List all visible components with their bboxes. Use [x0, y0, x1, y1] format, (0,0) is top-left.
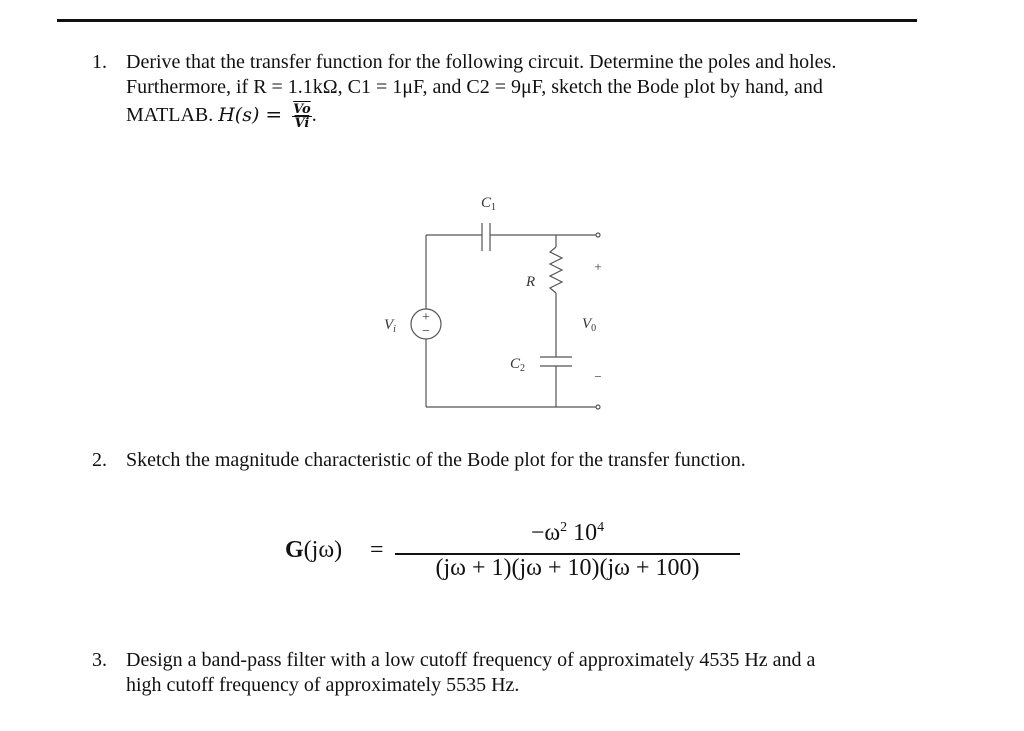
source-plus: + — [422, 310, 430, 325]
vo-minus-sign: − — [594, 369, 602, 384]
vo-plus-terminal — [596, 233, 600, 237]
vi-label: $V_i$ — [384, 317, 396, 335]
vo-minus-terminal — [596, 405, 600, 409]
equation-denominator: (jω + 1)(jω + 10)(jω + 100) — [435, 555, 700, 581]
q2-text: Sketch the magnitude characteristic of the Bode plot for the transfer function. — [126, 449, 746, 471]
frac-period: . — [311, 104, 317, 126]
top-rule — [57, 19, 917, 22]
vo-plus-sign: + — [594, 259, 602, 274]
frac-denominator: Vi — [294, 115, 310, 131]
equation-lhs: G(jω) — [285, 537, 343, 563]
source-minus: − — [422, 324, 430, 339]
vo-label: $V_0$ — [582, 316, 597, 334]
c2-label: $C_2$ — [510, 356, 526, 374]
transfer-function-label: H(s) — [218, 104, 260, 126]
q1-line3 — [126, 102, 317, 130]
resistor-r — [550, 247, 562, 293]
q3-number: 3. — [92, 649, 107, 671]
circuit-diagram — [360, 185, 620, 420]
q1-matlab-text: MATLAB. — [126, 104, 214, 126]
equation-equals: = — [370, 537, 384, 563]
g-jw-equation — [285, 520, 755, 590]
q3-line1: Design a band-pass filter with a low cutoff frequency of approximately 4535 Hz and a — [126, 649, 816, 671]
q1-line1: Derive that the transfer function for the following circuit. Determine the poles and holes. — [126, 51, 837, 73]
frac-numerator: $\overline{Vo}$ — [293, 101, 311, 117]
transfer-function-equals: = — [265, 102, 283, 126]
r-label: R — [526, 274, 536, 290]
c1-label: $C_1$ — [481, 195, 497, 213]
q1-number: 1. — [92, 51, 107, 73]
q3-line2: high cutoff frequency of approximately 5535 Hz. — [126, 674, 520, 696]
q1-line2: Furthermore, if R = 1.1kΩ, C1 = 1μF, and C2 = 9μF, sketch the Bode plot by hand, and — [126, 76, 823, 98]
q2-number: 2. — [92, 449, 107, 471]
equation-numerator: $-\omega^2$ $10^4$ — [530, 520, 605, 546]
vo-over-vi-fraction — [292, 103, 312, 130]
